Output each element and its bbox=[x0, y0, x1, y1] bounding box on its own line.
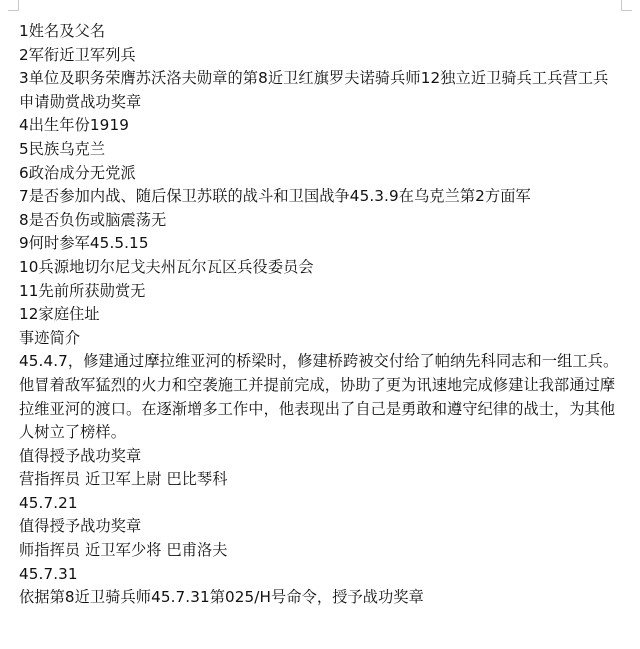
line-ethnicity: 5民族乌克兰 bbox=[19, 139, 106, 158]
line-prior-awards: 11先前所获勋赏无 bbox=[19, 281, 146, 300]
line-battalion-commander: 营指挥员 近卫军上尉 巴比琴科 bbox=[19, 470, 228, 489]
page-corner-mark-right bbox=[621, 0, 632, 11]
line-summary-heading: 事迹简介 bbox=[19, 328, 81, 347]
line-unit: 3单位及职务荣膺苏沃洛夫勋章的第8近卫红旗罗夫诺骑兵师12独立近卫骑兵工兵营工兵 bbox=[19, 69, 609, 88]
line-award-request: 申请勋赏战功奖章 bbox=[19, 92, 142, 111]
line-war-participation: 7是否参加内战、随后保卫苏联的战斗和卫国战争45.3.9在乌克兰第2方面军 bbox=[19, 187, 531, 206]
line-recommend-1: 值得授予战功奖章 bbox=[19, 446, 142, 465]
page-corner-mark-left bbox=[8, 0, 19, 11]
line-wounds: 8是否负伤或脑震荡无 bbox=[19, 210, 167, 229]
line-summary-1: 45.4.7，修建通过摩拉维亚河的桥梁时，修建桥跨被交付给了帕纳先科同志和一组工兵。 bbox=[19, 352, 619, 371]
line-enlistment: 9何时参军45.5.15 bbox=[19, 234, 149, 253]
line-recommend-2: 值得授予战功奖章 bbox=[19, 517, 142, 536]
line-draft-office: 10兵源地切尔尼戈夫州瓦尔瓦区兵役委员会 bbox=[19, 257, 314, 276]
line-division-commander: 师指挥员 近卫军少将 巴甫洛夫 bbox=[19, 541, 228, 560]
line-party: 6政治成分无党派 bbox=[19, 163, 136, 182]
line-date-2: 45.7.31 bbox=[19, 564, 78, 583]
line-name: 1姓名及父名 bbox=[19, 22, 106, 40]
document-body bbox=[19, 20, 620, 610]
line-birth-year: 4出生年份1919 bbox=[19, 116, 129, 135]
line-home-address: 12家庭住址 bbox=[19, 305, 100, 324]
line-summary-2: 他冒着敌军猛烈的火力和空袭施工并提前完成，协助了更为讯速地完成修建让我部通过摩拉维亚河的渡口。在逐渐增多工作中，他表现出了自己是勇敢和遵守纪律的战士，为其他人树立了榜样。 bbox=[19, 375, 616, 442]
line-rank: 2军衔近卫军列兵 bbox=[19, 45, 136, 64]
line-order: 依据第8近卫骑兵师45.7.31第025/H号命令，授予战功奖章 bbox=[19, 588, 424, 607]
line-date-1: 45.7.21 bbox=[19, 493, 78, 512]
